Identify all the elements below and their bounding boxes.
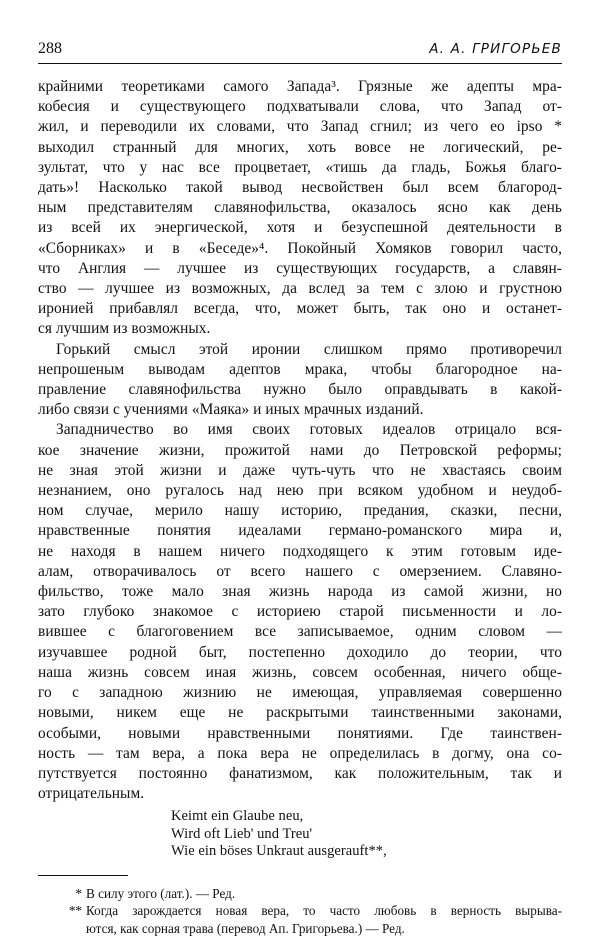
text-line: зато глубоко знакомое с историею старой письменности и ло-	[38, 603, 562, 621]
text-line: алам, отворачивалось от всего нашего с омерзением. Славяно-	[38, 562, 562, 580]
text-line: ство — лучшее из возможных, да вслед за тем с злою и грустною	[38, 280, 562, 298]
text-line: что Англия — лучшее из существующих государств, а славян-	[38, 259, 562, 277]
german-verse-quotation	[171, 808, 562, 861]
verse-line: Wird oft Lieb' und Treu'	[171, 825, 313, 842]
text-line: Западничество во имя своих готовых идеалов отрицало вся-	[56, 421, 562, 439]
text-line: вившее с благоговением все записываемое, одним словом —	[38, 623, 562, 641]
text-line: ном случае, мерило нашу историю, предания, сказки, песни,	[38, 502, 562, 520]
text-line: особыми, новыми нравственными понятиями. Где таинствен-	[38, 724, 562, 742]
text-line: дать»! Насколько такой вывод несвойствен был всем благород-	[38, 179, 562, 197]
text-line: правление славянофильства нужно было оправдывать в какой-	[38, 381, 562, 399]
body-text	[38, 77, 562, 861]
text-line: нравственные понятия идеалами германо-романского мира и,	[38, 522, 562, 540]
footnote-mark: *	[75, 885, 82, 901]
text-line: фильство, тоже мало зная жизнь народа из самой жизни, но	[38, 583, 562, 601]
paragraph-3	[38, 420, 562, 804]
text-line: крайними теоретиками самого Запада³. Грязные же адепты мра-	[38, 78, 562, 95]
header-rule	[38, 63, 562, 64]
text-line: новыми, никем еще не раскрытыми таинственными законами,	[38, 704, 562, 722]
text-line: ным представителям славянофильства, оказалось ясно как день	[38, 199, 562, 217]
text-line: отрицательным.	[38, 785, 145, 803]
text-line: наша жизнь совсем иная жизнь, совсем особенная, ничего обще-	[38, 663, 562, 681]
text-line: путствуется постоянно фанатизмом, как положительным, так и	[38, 764, 562, 782]
running-head	[38, 38, 562, 64]
paragraph-1	[38, 77, 562, 340]
paragraph-2	[38, 340, 562, 421]
text-line: кое значение жизни, прожитой нами до Петровской реформы;	[38, 441, 562, 459]
text-line: незнанием, оно ругалось над нею при всяком удобном и неудоб-	[38, 482, 562, 500]
text-line: непрошеным выводам адептов мрака, чтобы благородное на-	[38, 360, 562, 378]
text-line: не находя в нашем ничего подходящего к этим готовым иде-	[38, 542, 562, 560]
text-line: из всей их энергической, хотя и безуспешной деятельности в	[38, 219, 562, 237]
footnote-2	[38, 902, 562, 937]
text-line: выходил странный для многих, хоть вовсе не логический, ре-	[38, 138, 562, 156]
book-page	[38, 38, 562, 936]
text-line: ся лучшим из возможных.	[38, 320, 211, 338]
footnote-separator	[38, 875, 128, 876]
running-head-author: А. А. ГРИГОРЬЕВ	[429, 41, 562, 57]
footnote-line: ются, как сорная трава (перевод Ап. Григорьева.) — Ред.	[86, 920, 405, 936]
footnote-mark: **	[68, 903, 82, 919]
text-line: го с западною жизнию не имеющая, управляемая совершенно	[38, 684, 562, 702]
text-line: «Сборниках» и в «Беседе»⁴. Покойный Хомяков говорил часто,	[38, 239, 562, 257]
text-line: не зная этой жизни и даже чуть-чуть что не хвастаясь своим	[38, 461, 562, 479]
text-line: кобесия и существующего подхватывали слова, что Запад от-	[38, 98, 562, 116]
verse-line: Wie ein böses Unkraut ausgerauft**,	[171, 843, 387, 860]
verse-line: Keimt ein Glaube neu,	[171, 808, 304, 825]
footnote-line: Когда зарождается новая вера, то часто любовь в верность вырыва-	[86, 903, 562, 919]
text-line: жил, и переводили их словами, что Запад сгнил; из чего eo ipso *	[38, 118, 562, 136]
text-line: иронией прибавлял всегда, что, может быть, так оно и останет-	[38, 300, 562, 318]
page-number: 288	[38, 40, 62, 57]
text-line: зультат, что у нас все процветает, «тишь да гладь, Божья благо-	[38, 158, 562, 176]
text-line: Горький смысл этой иронии слишком прямо противоречил	[56, 340, 562, 358]
footnotes	[38, 885, 562, 937]
footnote-line: В силу этого (лат.). — Ред.	[86, 885, 236, 901]
text-line: ность — там вера, а пока вера не определилась в догму, она со-	[38, 744, 562, 762]
text-line: либо связи с учениями «Маяка» и иных мрачных изданий.	[38, 401, 424, 419]
footnote-1	[38, 885, 562, 903]
text-line: изучавшее родной быт, постепенно доходило до теории, что	[38, 643, 562, 661]
